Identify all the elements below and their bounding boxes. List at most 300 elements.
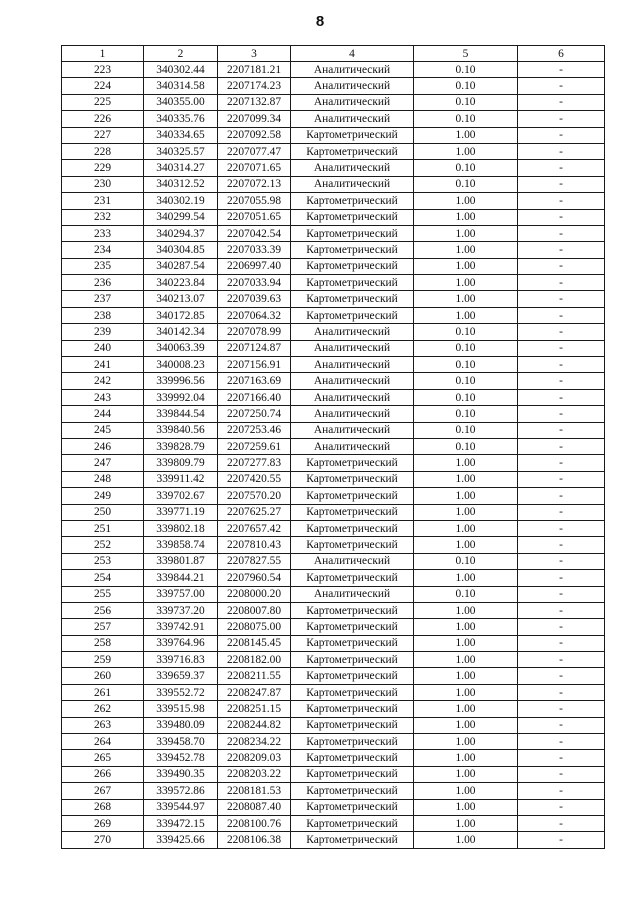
y-coordinate-cell: 2207625.27 [218,504,291,520]
table-row [62,357,605,373]
accuracy-cell: 0.10 [414,176,518,192]
table-row [62,373,605,389]
y-coordinate-cell: 2207078.99 [218,324,291,340]
point-number-cell: 249 [62,488,144,504]
table-row [62,602,605,618]
x-coordinate-cell: 340314.27 [144,160,218,176]
column-header-6: 6 [518,46,605,62]
method-cell: Картометрический [291,684,414,700]
point-number-cell: 231 [62,193,144,209]
note-cell: - [518,799,605,815]
accuracy-cell: 1.00 [414,209,518,225]
table-row [62,783,605,799]
note-cell: - [518,193,605,209]
point-number-cell: 227 [62,127,144,143]
note-cell: - [518,389,605,405]
method-cell: Картометрический [291,127,414,143]
column-header-3: 3 [218,46,291,62]
table-row [62,586,605,602]
table-row [62,324,605,340]
table-row [62,62,605,78]
point-number-cell: 242 [62,373,144,389]
note-cell: - [518,488,605,504]
accuracy-cell: 0.10 [414,94,518,110]
point-number-cell: 259 [62,652,144,668]
point-number-cell: 246 [62,438,144,454]
accuracy-cell: 1.00 [414,619,518,635]
x-coordinate-cell: 339702.67 [144,488,218,504]
point-number-cell: 234 [62,242,144,258]
method-cell: Картометрический [291,783,414,799]
point-number-cell: 253 [62,553,144,569]
note-cell: - [518,734,605,750]
accuracy-cell: 1.00 [414,537,518,553]
x-coordinate-cell: 340314.58 [144,78,218,94]
y-coordinate-cell: 2208234.22 [218,734,291,750]
column-header-2: 2 [144,46,218,62]
x-coordinate-cell: 339425.66 [144,832,218,848]
accuracy-cell: 1.00 [414,570,518,586]
note-cell: - [518,340,605,356]
accuracy-cell: 1.00 [414,471,518,487]
x-coordinate-cell: 339452.78 [144,750,218,766]
accuracy-cell: 1.00 [414,127,518,143]
table-row [62,143,605,159]
table-row [62,734,605,750]
accuracy-cell: 0.10 [414,62,518,78]
point-number-cell: 245 [62,422,144,438]
accuracy-cell: 1.00 [414,143,518,159]
accuracy-cell: 1.00 [414,455,518,471]
y-coordinate-cell: 2207156.91 [218,357,291,373]
x-coordinate-cell: 339858.74 [144,537,218,553]
note-cell: - [518,586,605,602]
column-header-1: 1 [62,46,144,62]
y-coordinate-cell: 2208181.53 [218,783,291,799]
y-coordinate-cell: 2207055.98 [218,193,291,209]
method-cell: Аналитический [291,176,414,192]
accuracy-cell: 1.00 [414,832,518,848]
method-cell: Картометрический [291,652,414,668]
point-number-cell: 254 [62,570,144,586]
point-number-cell: 261 [62,684,144,700]
column-header-4: 4 [291,46,414,62]
table-row [62,127,605,143]
table-row [62,750,605,766]
x-coordinate-cell: 340294.37 [144,225,218,241]
point-number-cell: 230 [62,176,144,192]
point-number-cell: 263 [62,717,144,733]
y-coordinate-cell: 2208211.55 [218,668,291,684]
method-cell: Картометрический [291,275,414,291]
method-cell: Аналитический [291,340,414,356]
x-coordinate-cell: 339572.86 [144,783,218,799]
accuracy-cell: 1.00 [414,193,518,209]
y-coordinate-cell: 2207827.55 [218,553,291,569]
accuracy-cell: 0.10 [414,160,518,176]
method-cell: Картометрический [291,504,414,520]
x-coordinate-cell: 339911.42 [144,471,218,487]
y-coordinate-cell: 2207077.47 [218,143,291,159]
point-number-cell: 257 [62,619,144,635]
point-number-cell: 235 [62,258,144,274]
accuracy-cell: 1.00 [414,652,518,668]
point-number-cell: 260 [62,668,144,684]
y-coordinate-cell: 2207250.74 [218,406,291,422]
x-coordinate-cell: 339458.70 [144,734,218,750]
table-row [62,766,605,782]
x-coordinate-cell: 339552.72 [144,684,218,700]
note-cell: - [518,422,605,438]
note-cell: - [518,406,605,422]
accuracy-cell: 0.10 [414,438,518,454]
x-coordinate-cell: 340304.85 [144,242,218,258]
y-coordinate-cell: 2207071.65 [218,160,291,176]
table-row [62,832,605,848]
method-cell: Картометрический [291,193,414,209]
point-number-cell: 264 [62,734,144,750]
point-number-cell: 251 [62,520,144,536]
note-cell: - [518,373,605,389]
x-coordinate-cell: 340302.19 [144,193,218,209]
note-cell: - [518,832,605,848]
accuracy-cell: 1.00 [414,520,518,536]
method-cell: Картометрический [291,832,414,848]
method-cell: Картометрический [291,258,414,274]
y-coordinate-cell: 2208145.45 [218,635,291,651]
accuracy-cell: 0.10 [414,357,518,373]
note-cell: - [518,357,605,373]
y-coordinate-cell: 2207072.13 [218,176,291,192]
note-cell: - [518,94,605,110]
table-row [62,701,605,717]
y-coordinate-cell: 2207039.63 [218,291,291,307]
x-coordinate-cell: 339480.09 [144,717,218,733]
accuracy-cell: 0.10 [414,586,518,602]
y-coordinate-cell: 2207960.54 [218,570,291,586]
table-row [62,258,605,274]
table-row [62,209,605,225]
table-row [62,815,605,831]
table-row [62,652,605,668]
accuracy-cell: 1.00 [414,225,518,241]
accuracy-cell: 1.00 [414,258,518,274]
table-row [62,291,605,307]
method-cell: Картометрический [291,143,414,159]
method-cell: Картометрический [291,225,414,241]
table-body [62,62,605,849]
y-coordinate-cell: 2207033.39 [218,242,291,258]
note-cell: - [518,242,605,258]
page-number: 8 [315,13,325,30]
x-coordinate-cell: 339544.97 [144,799,218,815]
method-cell: Аналитический [291,373,414,389]
x-coordinate-cell: 340334.65 [144,127,218,143]
accuracy-cell: 1.00 [414,504,518,520]
point-number-cell: 244 [62,406,144,422]
method-cell: Картометрический [291,291,414,307]
note-cell: - [518,324,605,340]
x-coordinate-cell: 339771.19 [144,504,218,520]
point-number-cell: 252 [62,537,144,553]
accuracy-cell: 0.10 [414,340,518,356]
method-cell: Аналитический [291,389,414,405]
accuracy-cell: 1.00 [414,701,518,717]
y-coordinate-cell: 2207163.69 [218,373,291,389]
note-cell: - [518,520,605,536]
point-number-cell: 232 [62,209,144,225]
accuracy-cell: 1.00 [414,275,518,291]
method-cell: Картометрический [291,520,414,536]
accuracy-cell: 0.10 [414,406,518,422]
table-row [62,570,605,586]
method-cell: Картометрический [291,815,414,831]
method-cell: Картометрический [291,570,414,586]
note-cell: - [518,815,605,831]
method-cell: Аналитический [291,406,414,422]
point-number-cell: 236 [62,275,144,291]
x-coordinate-cell: 339992.04 [144,389,218,405]
point-number-cell: 270 [62,832,144,848]
x-coordinate-cell: 339844.54 [144,406,218,422]
method-cell: Аналитический [291,553,414,569]
accuracy-cell: 1.00 [414,488,518,504]
point-number-cell: 226 [62,111,144,127]
x-coordinate-cell: 339659.37 [144,668,218,684]
x-coordinate-cell: 340172.85 [144,307,218,323]
method-cell: Аналитический [291,438,414,454]
note-cell: - [518,504,605,520]
point-number-cell: 266 [62,766,144,782]
point-number-cell: 228 [62,143,144,159]
table-row [62,635,605,651]
method-cell: Картометрический [291,668,414,684]
x-coordinate-cell: 340312.52 [144,176,218,192]
x-coordinate-cell: 340302.44 [144,62,218,78]
method-cell: Аналитический [291,94,414,110]
accuracy-cell: 1.00 [414,783,518,799]
table-row [62,94,605,110]
accuracy-cell: 1.00 [414,307,518,323]
point-number-cell: 224 [62,78,144,94]
method-cell: Картометрический [291,750,414,766]
y-coordinate-cell: 2208182.00 [218,652,291,668]
point-number-cell: 225 [62,94,144,110]
x-coordinate-cell: 339737.20 [144,602,218,618]
table-row [62,619,605,635]
table-row [62,668,605,684]
accuracy-cell: 0.10 [414,422,518,438]
table-row [62,78,605,94]
accuracy-cell: 1.00 [414,635,518,651]
point-number-cell: 250 [62,504,144,520]
y-coordinate-cell: 2207420.55 [218,471,291,487]
y-coordinate-cell: 2207181.21 [218,62,291,78]
method-cell: Картометрический [291,701,414,717]
y-coordinate-cell: 2207124.87 [218,340,291,356]
table-row [62,111,605,127]
note-cell: - [518,553,605,569]
y-coordinate-cell: 2208075.00 [218,619,291,635]
note-cell: - [518,307,605,323]
note-cell: - [518,635,605,651]
coordinates-table [61,45,605,849]
x-coordinate-cell: 339840.56 [144,422,218,438]
accuracy-cell: 0.10 [414,373,518,389]
point-number-cell: 241 [62,357,144,373]
note-cell: - [518,652,605,668]
accuracy-cell: 1.00 [414,766,518,782]
y-coordinate-cell: 2206997.40 [218,258,291,274]
point-number-cell: 256 [62,602,144,618]
table-row [62,406,605,422]
table-row [62,422,605,438]
point-number-cell: 247 [62,455,144,471]
y-coordinate-cell: 2207064.32 [218,307,291,323]
x-coordinate-cell: 339716.83 [144,652,218,668]
method-cell: Картометрический [291,488,414,504]
point-number-cell: 223 [62,62,144,78]
point-number-cell: 268 [62,799,144,815]
x-coordinate-cell: 339809.79 [144,455,218,471]
x-coordinate-cell: 339742.91 [144,619,218,635]
accuracy-cell: 0.10 [414,389,518,405]
note-cell: - [518,209,605,225]
y-coordinate-cell: 2208000.20 [218,586,291,602]
method-cell: Картометрический [291,471,414,487]
x-coordinate-cell: 340008.23 [144,357,218,373]
x-coordinate-cell: 340299.54 [144,209,218,225]
table-row [62,193,605,209]
note-cell: - [518,701,605,717]
y-coordinate-cell: 2207277.83 [218,455,291,471]
table-row [62,176,605,192]
note-cell: - [518,668,605,684]
table-row [62,160,605,176]
x-coordinate-cell: 340335.76 [144,111,218,127]
point-number-cell: 240 [62,340,144,356]
accuracy-cell: 1.00 [414,799,518,815]
y-coordinate-cell: 2207042.54 [218,225,291,241]
accuracy-cell: 0.10 [414,324,518,340]
table-row [62,242,605,258]
note-cell: - [518,78,605,94]
x-coordinate-cell: 339844.21 [144,570,218,586]
y-coordinate-cell: 2207810.43 [218,537,291,553]
point-number-cell: 239 [62,324,144,340]
accuracy-cell: 1.00 [414,602,518,618]
method-cell: Аналитический [291,160,414,176]
point-number-cell: 262 [62,701,144,717]
y-coordinate-cell: 2207174.23 [218,78,291,94]
point-number-cell: 233 [62,225,144,241]
note-cell: - [518,684,605,700]
method-cell: Аналитический [291,111,414,127]
accuracy-cell: 0.10 [414,78,518,94]
x-coordinate-cell: 339996.56 [144,373,218,389]
table-row [62,389,605,405]
y-coordinate-cell: 2208106.38 [218,832,291,848]
y-coordinate-cell: 2207259.61 [218,438,291,454]
accuracy-cell: 1.00 [414,242,518,258]
accuracy-cell: 1.00 [414,291,518,307]
accuracy-cell: 1.00 [414,717,518,733]
x-coordinate-cell: 339472.15 [144,815,218,831]
x-coordinate-cell: 340355.00 [144,94,218,110]
x-coordinate-cell: 340223.84 [144,275,218,291]
note-cell: - [518,225,605,241]
note-cell: - [518,537,605,553]
table-row [62,438,605,454]
note-cell: - [518,783,605,799]
method-cell: Картометрический [291,537,414,553]
point-number-cell: 269 [62,815,144,831]
method-cell: Картометрический [291,307,414,323]
table-row [62,275,605,291]
point-number-cell: 248 [62,471,144,487]
accuracy-cell: 0.10 [414,111,518,127]
x-coordinate-cell: 339515.98 [144,701,218,717]
note-cell: - [518,766,605,782]
note-cell: - [518,143,605,159]
note-cell: - [518,455,605,471]
note-cell: - [518,111,605,127]
table-row [62,799,605,815]
note-cell: - [518,160,605,176]
method-cell: Картометрический [291,242,414,258]
x-coordinate-cell: 340287.54 [144,258,218,274]
y-coordinate-cell: 2207092.58 [218,127,291,143]
point-number-cell: 255 [62,586,144,602]
x-coordinate-cell: 340213.07 [144,291,218,307]
x-coordinate-cell: 339828.79 [144,438,218,454]
y-coordinate-cell: 2208244.82 [218,717,291,733]
point-number-cell: 237 [62,291,144,307]
y-coordinate-cell: 2207099.34 [218,111,291,127]
table-row [62,307,605,323]
table-row [62,455,605,471]
method-cell: Аналитический [291,586,414,602]
table-row [62,471,605,487]
x-coordinate-cell: 340142.34 [144,324,218,340]
method-cell: Картометрический [291,619,414,635]
table-row [62,520,605,536]
accuracy-cell: 1.00 [414,750,518,766]
x-coordinate-cell: 340325.57 [144,143,218,159]
method-cell: Аналитический [291,62,414,78]
method-cell: Картометрический [291,717,414,733]
method-cell: Картометрический [291,455,414,471]
table-row [62,488,605,504]
y-coordinate-cell: 2208100.76 [218,815,291,831]
note-cell: - [518,176,605,192]
point-number-cell: 238 [62,307,144,323]
note-cell: - [518,275,605,291]
table-row [62,504,605,520]
table-header-row [62,46,605,62]
column-header-5: 5 [414,46,518,62]
y-coordinate-cell: 2207253.46 [218,422,291,438]
y-coordinate-cell: 2208087.40 [218,799,291,815]
note-cell: - [518,750,605,766]
x-coordinate-cell: 339764.96 [144,635,218,651]
method-cell: Картометрический [291,766,414,782]
note-cell: - [518,570,605,586]
method-cell: Картометрический [291,734,414,750]
method-cell: Картометрический [291,209,414,225]
y-coordinate-cell: 2207570.20 [218,488,291,504]
y-coordinate-cell: 2208247.87 [218,684,291,700]
